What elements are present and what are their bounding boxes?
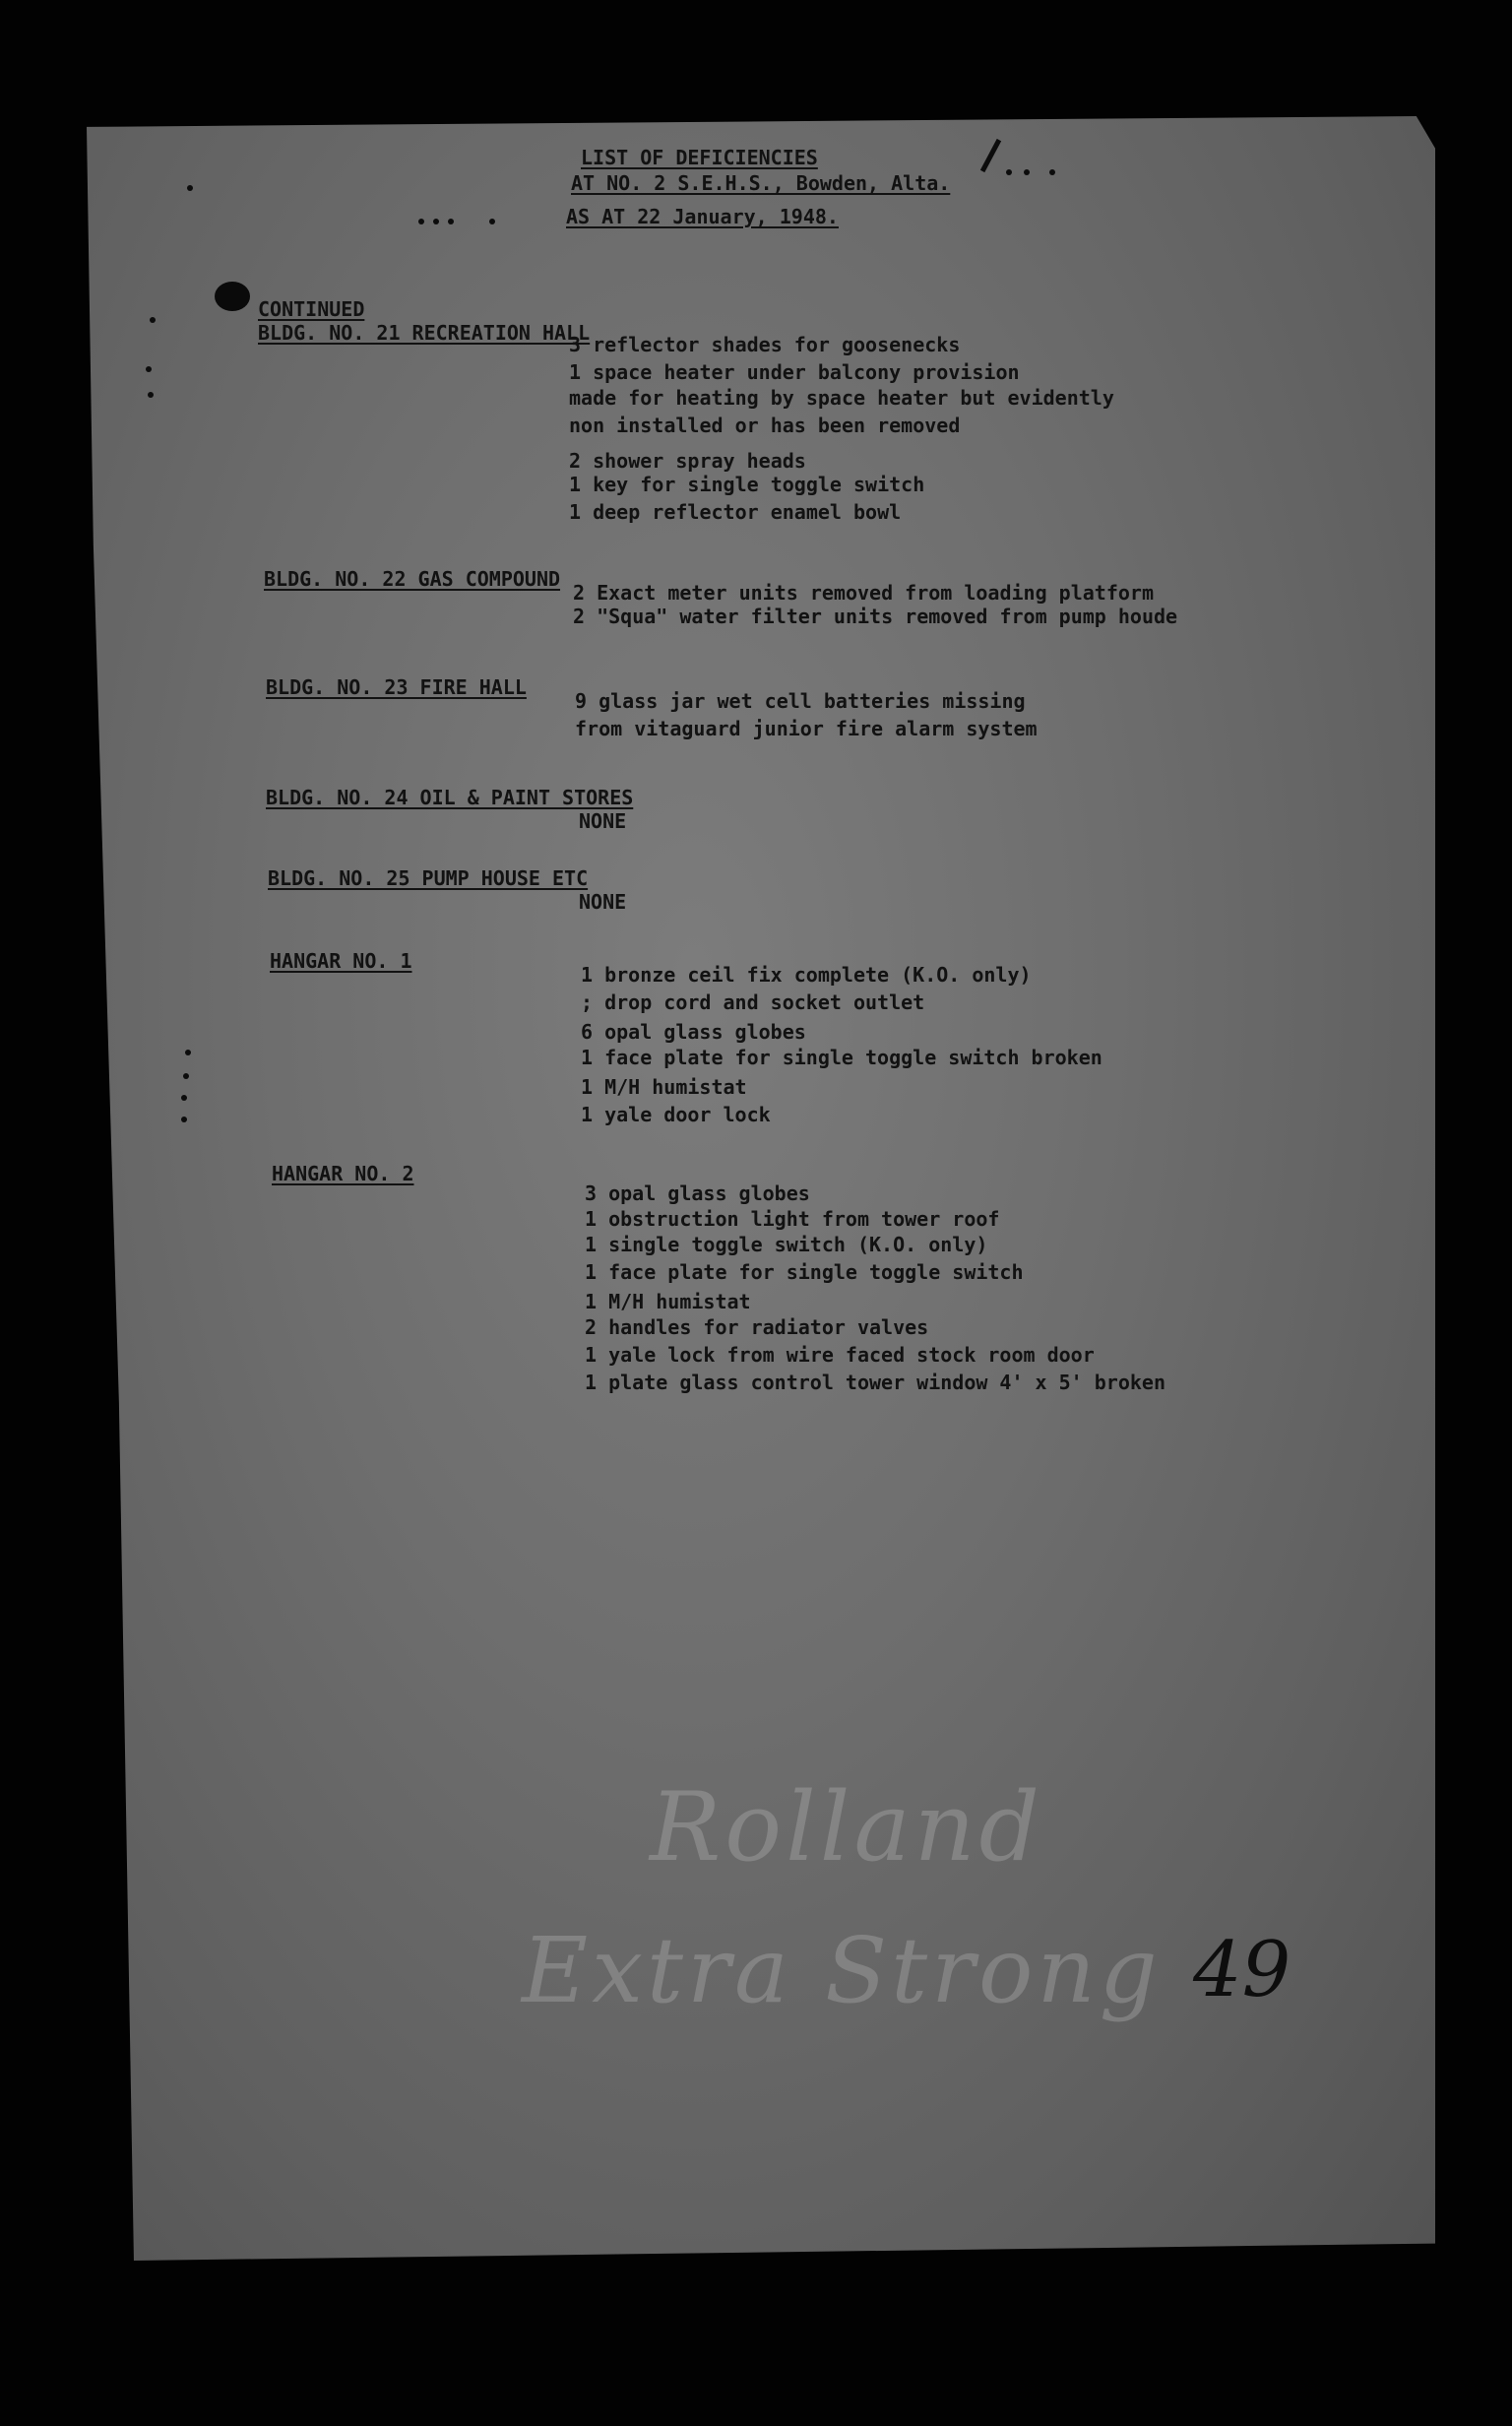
list-item: 1 yale lock from wire faced stock room door (585, 1343, 1095, 1367)
stray-dot (187, 185, 193, 191)
section-heading: HANGAR NO. 1 (270, 949, 412, 973)
list-item: 1 deep reflector enamel bowl (569, 500, 902, 524)
stray-dot (146, 366, 152, 372)
stray-dot (1024, 169, 1030, 175)
list-item: 9 glass jar wet cell batteries missing (575, 689, 1026, 713)
list-item: 1 face plate for single toggle switch broken (581, 1046, 1102, 1069)
section-heading: HANGAR NO. 2 (272, 1162, 414, 1185)
watermark-brand: Rolland (650, 1772, 1043, 1883)
stray-dot (433, 219, 439, 224)
section-heading: BLDG. NO. 22 GAS COMPOUND (264, 567, 561, 591)
list-item: non installed or has been removed (569, 414, 961, 437)
list-item: 2 Exact meter units removed from loading platform (573, 581, 1155, 605)
section-heading: BLDG. NO. 25 PUMP HOUSE ETC (268, 866, 589, 890)
document-title: LIST OF DEFICIENCIES (581, 146, 818, 169)
stray-dot (489, 219, 495, 224)
document-date: AS AT 22 January, 1948. (566, 205, 839, 228)
list-item: from vitaguard junior fire alarm system (575, 717, 1038, 740)
list-item: 2 shower spray heads (569, 449, 806, 473)
list-item: 1 bronze ceil fix complete (K.O. only) (581, 963, 1032, 987)
section-heading: BLDG. NO. 24 OIL & PAINT STORES (266, 786, 634, 809)
list-item: 1 M/H humistat (581, 1075, 747, 1099)
list-item: 3 opal glass globes (585, 1181, 810, 1205)
stray-dot (150, 317, 156, 323)
stray-dot (1049, 169, 1055, 175)
document-location: AT NO. 2 S.E.H.S., Bowden, Alta. (571, 171, 951, 195)
stray-dot (183, 1073, 189, 1079)
section-heading: BLDG. NO. 21 RECREATION HALL (258, 321, 591, 345)
list-item: 1 plate glass control tower window 4' x 5' broken (585, 1371, 1166, 1394)
stray-dot (181, 1095, 187, 1101)
continued-label: CONTINUED (258, 297, 365, 321)
list-item: 1 obstruction light from tower roof (585, 1207, 1000, 1231)
section-heading: BLDG. NO. 23 FIRE HALL (266, 675, 527, 699)
stray-dot (1006, 169, 1012, 175)
list-item: NONE (579, 809, 627, 833)
list-item: 1 single toggle switch (K.O. only) (585, 1233, 988, 1256)
list-item: 2 "Squa" water filter units removed from pump houde (573, 605, 1178, 628)
stray-dot (448, 219, 454, 224)
list-item: 3 reflector shades for goosenecks (569, 333, 961, 356)
list-item: 1 face plate for single toggle switch (585, 1260, 1024, 1284)
list-item: NONE (579, 890, 627, 914)
list-item: 1 yale door lock (581, 1103, 771, 1126)
list-item: 2 handles for radiator valves (585, 1315, 929, 1339)
watermark-tagline: Extra Strong (522, 1918, 1162, 2023)
list-item: 1 M/H humistat (585, 1290, 751, 1313)
stray-dot (185, 1050, 191, 1055)
list-item: 1 key for single toggle switch (569, 473, 925, 496)
page-number: 49 (1193, 1926, 1292, 2014)
list-item: 1 space heater under balcony provision (569, 360, 1020, 384)
list-item: 6 opal glass globes (581, 1020, 806, 1044)
stray-dot (181, 1117, 187, 1122)
stray-dot (418, 219, 424, 224)
ink-blot (215, 282, 250, 311)
list-item: ; drop cord and socket outlet (581, 990, 925, 1014)
stray-dot (148, 392, 154, 398)
list-item: made for heating by space heater but evidently (569, 386, 1114, 410)
